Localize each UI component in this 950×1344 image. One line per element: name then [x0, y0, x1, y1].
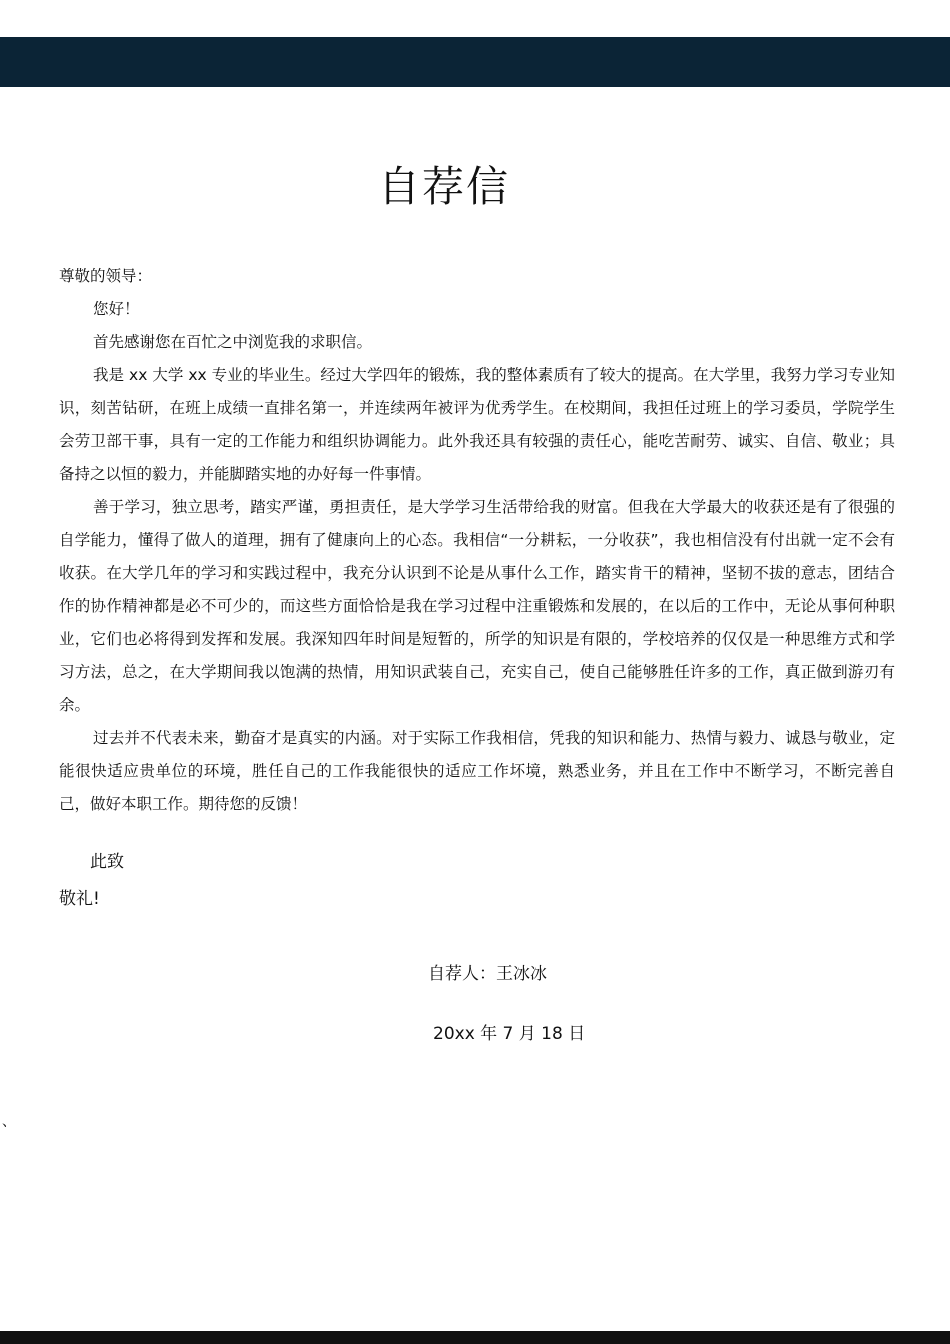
paragraph-greeting: 您好！	[93, 300, 140, 318]
page-title: 自荐信	[377, 162, 510, 211]
closing-line-2: 敬礼!	[59, 889, 100, 909]
letter-body	[59, 260, 895, 821]
salutation: 尊敬的领导：	[59, 267, 153, 285]
paragraph-strengths: 善于学习，独立思考，踏实严谨，勇担责任，是大学学习生活带给我的财富。但我在大学最大的收获还是有了很强的自学能力，懂得了做人的道理，拥有了健康向上的心态。我相信“一分耕耘，一分收获”，我也相信没有付出就一定不会有收获。在大学几年的学习和实践过程中，我充分认识到不论是从事什么工作，踏实肯干的精神，坚韧不拔的意志，团结合作的协作精神都是必不可少的，而这些方面恰恰是我在学习过程中注重锻炼和发展的，在以后的工作中，无论从事何种职业，它们也必将得到发挥和发展。我深知四年时间是短暂的，所学的知识是有限的，学校培养的仅仅是一种思维方式和学习方法，总之，在大学期间我以饱满的热情，用知识武装自己，充实自己，使自己能够胜任许多的工作，真正做到游刃有余。	[59, 498, 895, 714]
closing-line-1: 此致	[90, 852, 124, 872]
stray-punctuation: 、	[2, 1114, 16, 1130]
footer-band	[0, 1331, 950, 1344]
letter-date: 20xx 年 7 月 18 日	[433, 1024, 586, 1044]
paragraph-introduction: 我是 xx 大学 xx 专业的毕业生。经过大学四年的锻炼，我的整体素质有了较大的提高。在大学里，我努力学习专业知识，刻苦钻研，在班上成绩一直排名第一，并连续两年被评为优秀学生。在校期间，我担任过班上的学习委员，学院学生会劳卫部干事，具有一定的工作能力和组织协调能力。此外我还具有较强的责任心，能吃苦耐劳、诚实、自信、敬业；具备持之以恒的毅力，并能脚踏实地的办好每一件事情。	[59, 366, 895, 483]
paragraph-thanks: 首先感谢您在百忙之中浏览我的求职信。	[93, 333, 373, 351]
header-band	[0, 37, 950, 87]
signature: 自荐人：王冰冰	[428, 964, 547, 984]
paragraph-conclusion: 过去并不代表未来，勤奋才是真实的内涵。对于实际工作我相信，凭我的知识和能力、热情与毅力、诚恳与敬业，定能很快适应贵单位的环境，胜任自己的工作我能很快的适应工作坏境，熟悉业务，并且在工作中不断学习，不断完善自己，做好本职工作。期待您的反馈！	[59, 729, 895, 813]
